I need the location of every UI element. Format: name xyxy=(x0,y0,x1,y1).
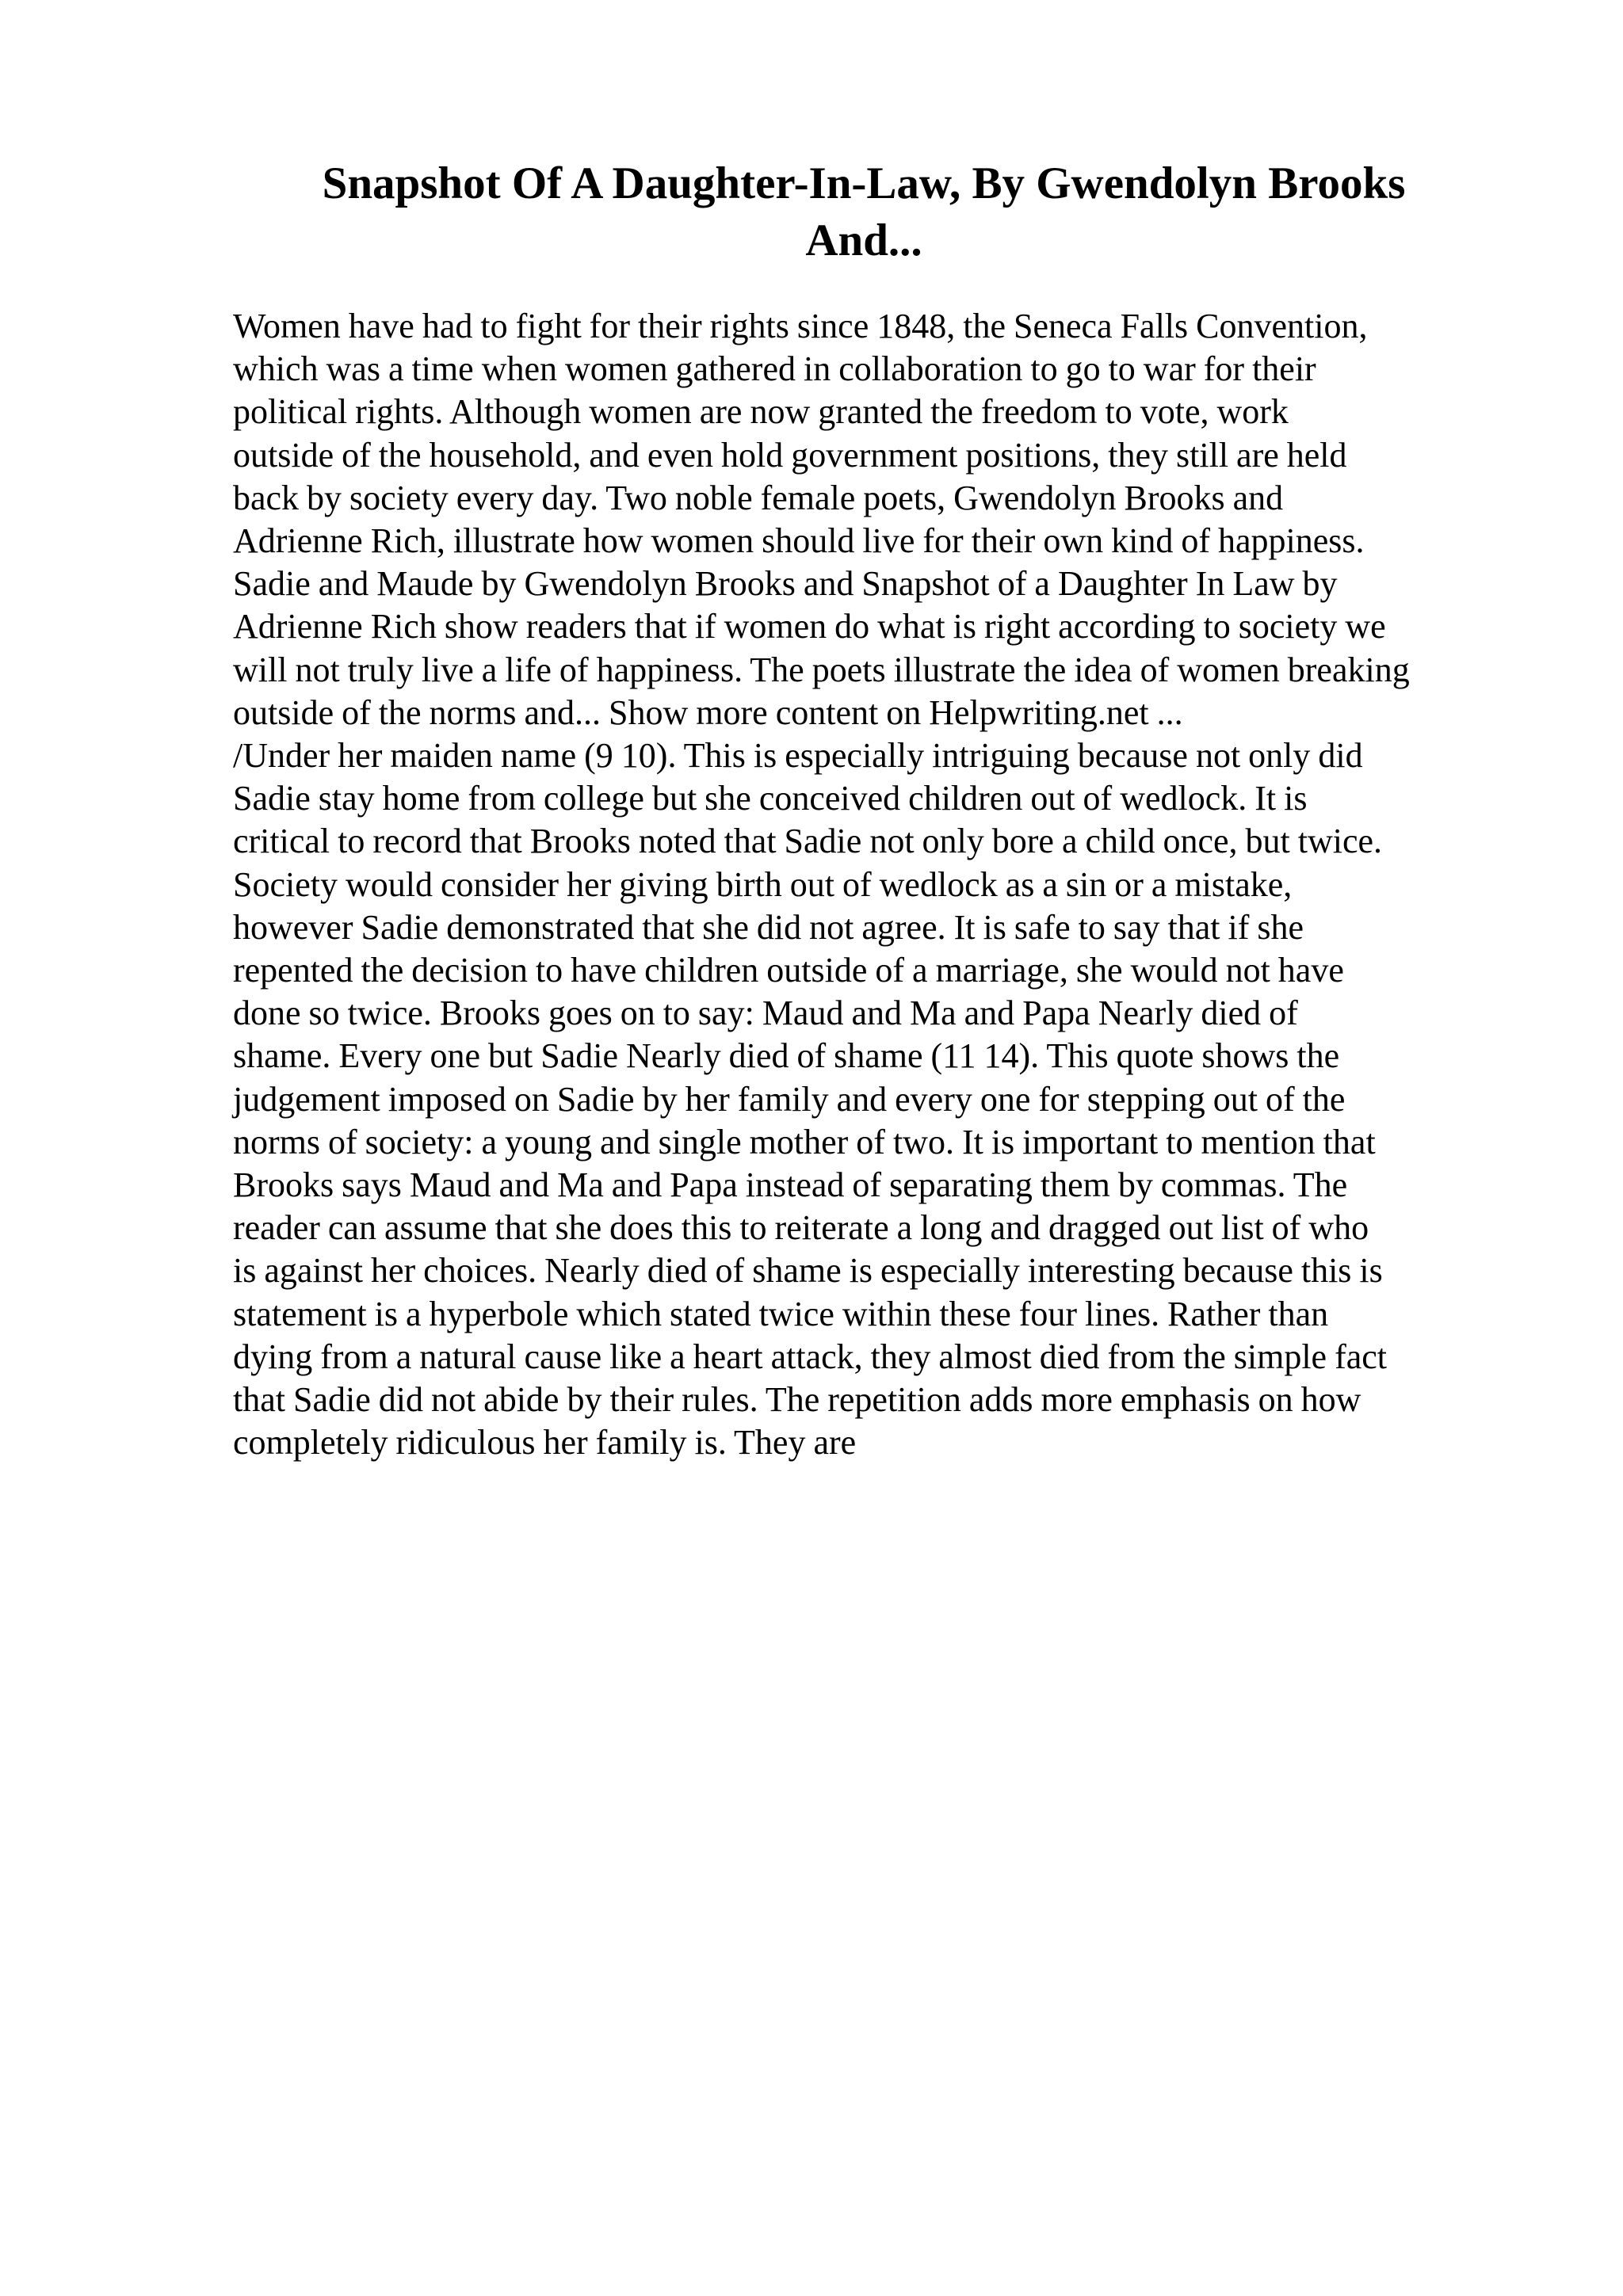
document-title: Snapshot Of A Daughter-In-Law, By Gwendolyn Brooks And... xyxy=(322,158,1406,265)
document-body: Women have had to fight for their rights since 1848, the Seneca Falls Convention, which was a time when women gathered in collaboration to go to war for their political rights. Although women are now granted the freedom to vote, work outside of the household, and even hold government positions, they still are held back by society every day. Two noble female poets, Gwendolyn Brooks and Adrienne Rich, illustrate how women should live for their own kind of happiness. Sadie and Maude by Gwendolyn Brooks and Snapshot of a Daughter In Law by Adrienne Rich show readers that if women do what is right according to society we will not truly live a life of happiness. The poets illustrate the idea of women breaking outside of the norms and... Show more content on Helpwriting.net ... /Under her maiden name (9 10). This is especially intriguing because not only did Sadie stay home from college but she conceived children out of wedlock. It is critical to record that Brooks noted that Sadie not only bore a child once, but twice. Society would consider her giving birth out of wedlock as a sin or a mistake, however Sadie demonstrated that she did not agree. It is safe to say that if she repented the decision to have children outside of a marriage, she would not have done so twice. Brooks goes on to say: Maud and Ma and Papa Nearly died of shame. Every one but Sadie Nearly died of shame (11 14). This quote shows the judgement imposed on Sadie by her family and every one for stepping out of the norms of society: a young and single mother of two. It is important to mention that Brooks says Maud and Ma and Papa instead of separating them by commas. The reader can assume that she does this to reiterate a long and dragged out list of who is against her choices. Nearly died of shame is especially interesting because this is statement is a hyperbole which stated twice within these four lines. Rather than dying from a natural cause like a heart attack, they almost died from the simple fact that Sadie did not abide by their rules. The repetition adds more emphasis on how completely ridiculous her family is. They are xyxy=(233,307,1410,1463)
